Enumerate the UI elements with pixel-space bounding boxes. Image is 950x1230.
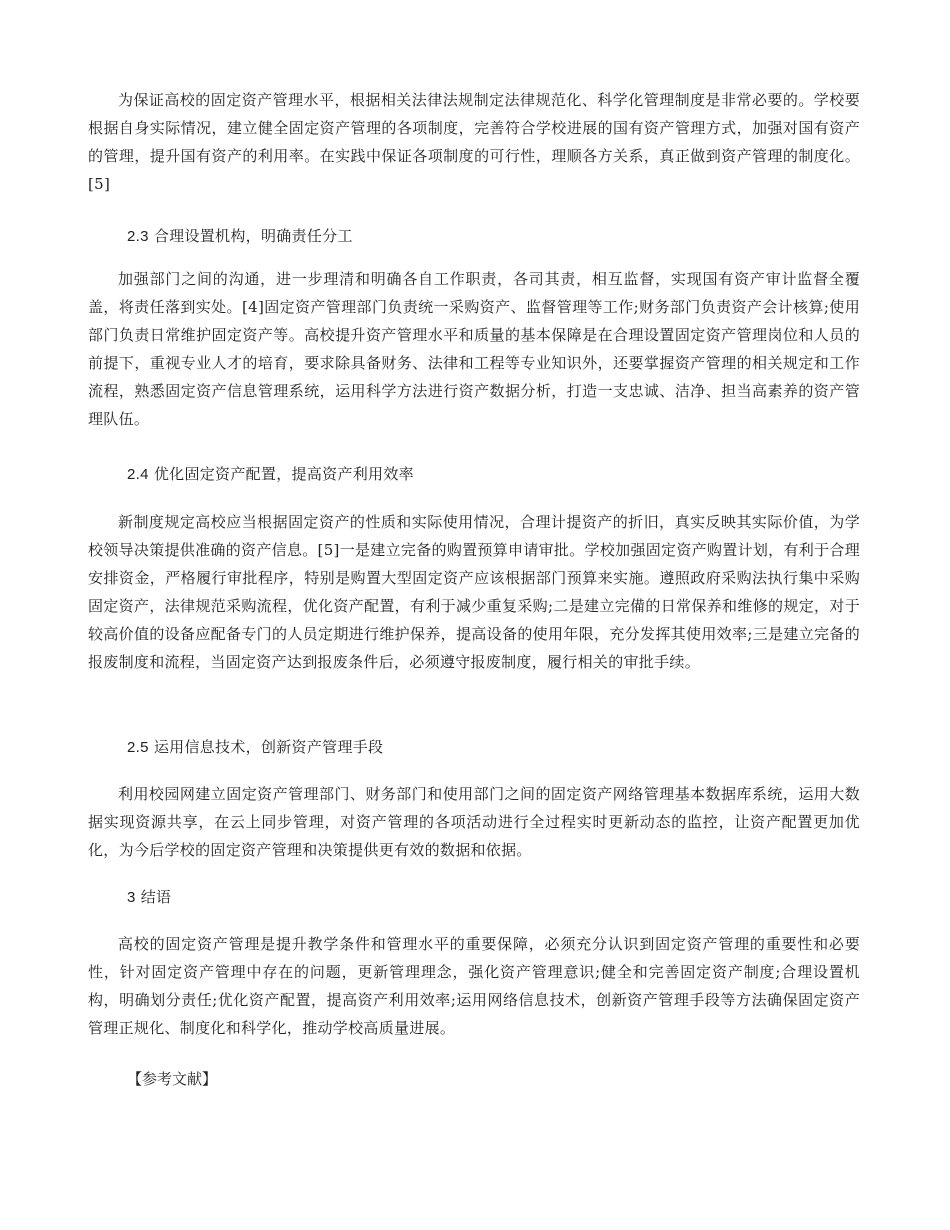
section-heading-2-3 [127, 224, 353, 249]
section-title: 优化固定资产配置，提高资产利用效率 [153, 465, 414, 483]
section-number: 2.4 [127, 466, 149, 483]
section-title: 合理设置机构，明确责任分工 [153, 227, 353, 245]
section-number: 2.3 [127, 228, 149, 245]
section-number: 3 [127, 889, 136, 906]
section-title: 运用信息技术，创新资产管理手段 [153, 738, 384, 756]
intro-paragraph: 为保证高校的固定资产管理水平，根据相关法律法规制定法律规范化、科学化管理制度是非常必要的。学校要根据自身实际情况，建立健全固定资产管理的各项制度，完善符合学校进展的国有资产管理方式，加强对国有资产的管理，提升国有资产的利用率。在实践中保证各项制度的可行性，理顺各方关系，真正做到资产管理的制度化。[5] [88, 91, 860, 193]
section-heading-2-4 [127, 462, 414, 487]
section-heading-3 [127, 885, 171, 910]
section-title: 结语 [140, 888, 172, 906]
section-number: 2.5 [127, 739, 149, 756]
section-2-4-paragraph: 新制度规定高校应当根据固定资产的性质和实际使用情况，合理计提资产的折旧，真实反映其实际价值，为学校领导决策提供准确的资产信息。[5]一是建立完备的购置预算申请审批。学校加强固定资产购置计划，有利于合理安排资金，严格履行审批程序，特别是购置大型固定资产应该根据部门预算来实施。遵照政府采购法执行集中采购固定资产，法律规范采购流程，优化资产配置，有利于减少重复采购;二是建立完備的日常保养和维修的规定，对于较高价值的设备应配备专门的人员定期进行维护保养，提高设备的使用年限，充分发挥其使用效率;三是建立完备的报废制度和流程，当固定资产达到报废条件后，必须遵守报废制度，履行相关的审批手续。 [88, 513, 860, 671]
section-2-3-paragraph: 加强部门之间的沟通，进一步理清和明确各自工作职责，各司其责，相互监督，实现国有资产审计监督全覆盖，将责任落到实处。[4]固定资产管理部门负责统一采购资产、监督管理等工作;财务部门负责资产会计核算;使用部门负责日常维护固定资产等。高校提升资产管理水平和质量的基本保障是在合理设置固定资产管理岗位和人员的前提下，重视专业人才的培育，要求除具备财务、法律和工程等专业知识外，还要掌握资产管理的相关规定和工作流程，熟悉固定资产信息管理系统，运用科学方法进行资产数据分析，打造一支忠诚、洁净、担当高素养的资产管理队伍。 [88, 270, 860, 428]
section-3-paragraph: 高校的固定资产管理是提升教学条件和管理水平的重要保障，必须充分认识到固定资产管理的重要性和必要性，针对固定资产管理中存在的问题，更新管理理念，强化资产管理意识;健全和完善固定资产制度;合理设置机构，明确划分责任;优化资产配置，提高资产利用效率;运用网络信息技术，创新资产管理手段等方法确保固定资产管理正规化、制度化和科学化，推动学校高质量进展。 [88, 935, 860, 1037]
section-2-5-paragraph: 利用校园网建立固定资产管理部门、财务部门和使用部门之间的固定资产网络管理基本数据库系统，运用大数据实现资源共享，在云上同步管理，对资产管理的各项活动进行全过程实时更新动态的监控，让资产配置更加优化，为今后学校的固定资产管理和决策提供更有效的数据和依据。 [88, 785, 860, 859]
section-heading-2-5 [127, 735, 383, 760]
references-heading: 【参考文献】 [127, 1070, 218, 1088]
